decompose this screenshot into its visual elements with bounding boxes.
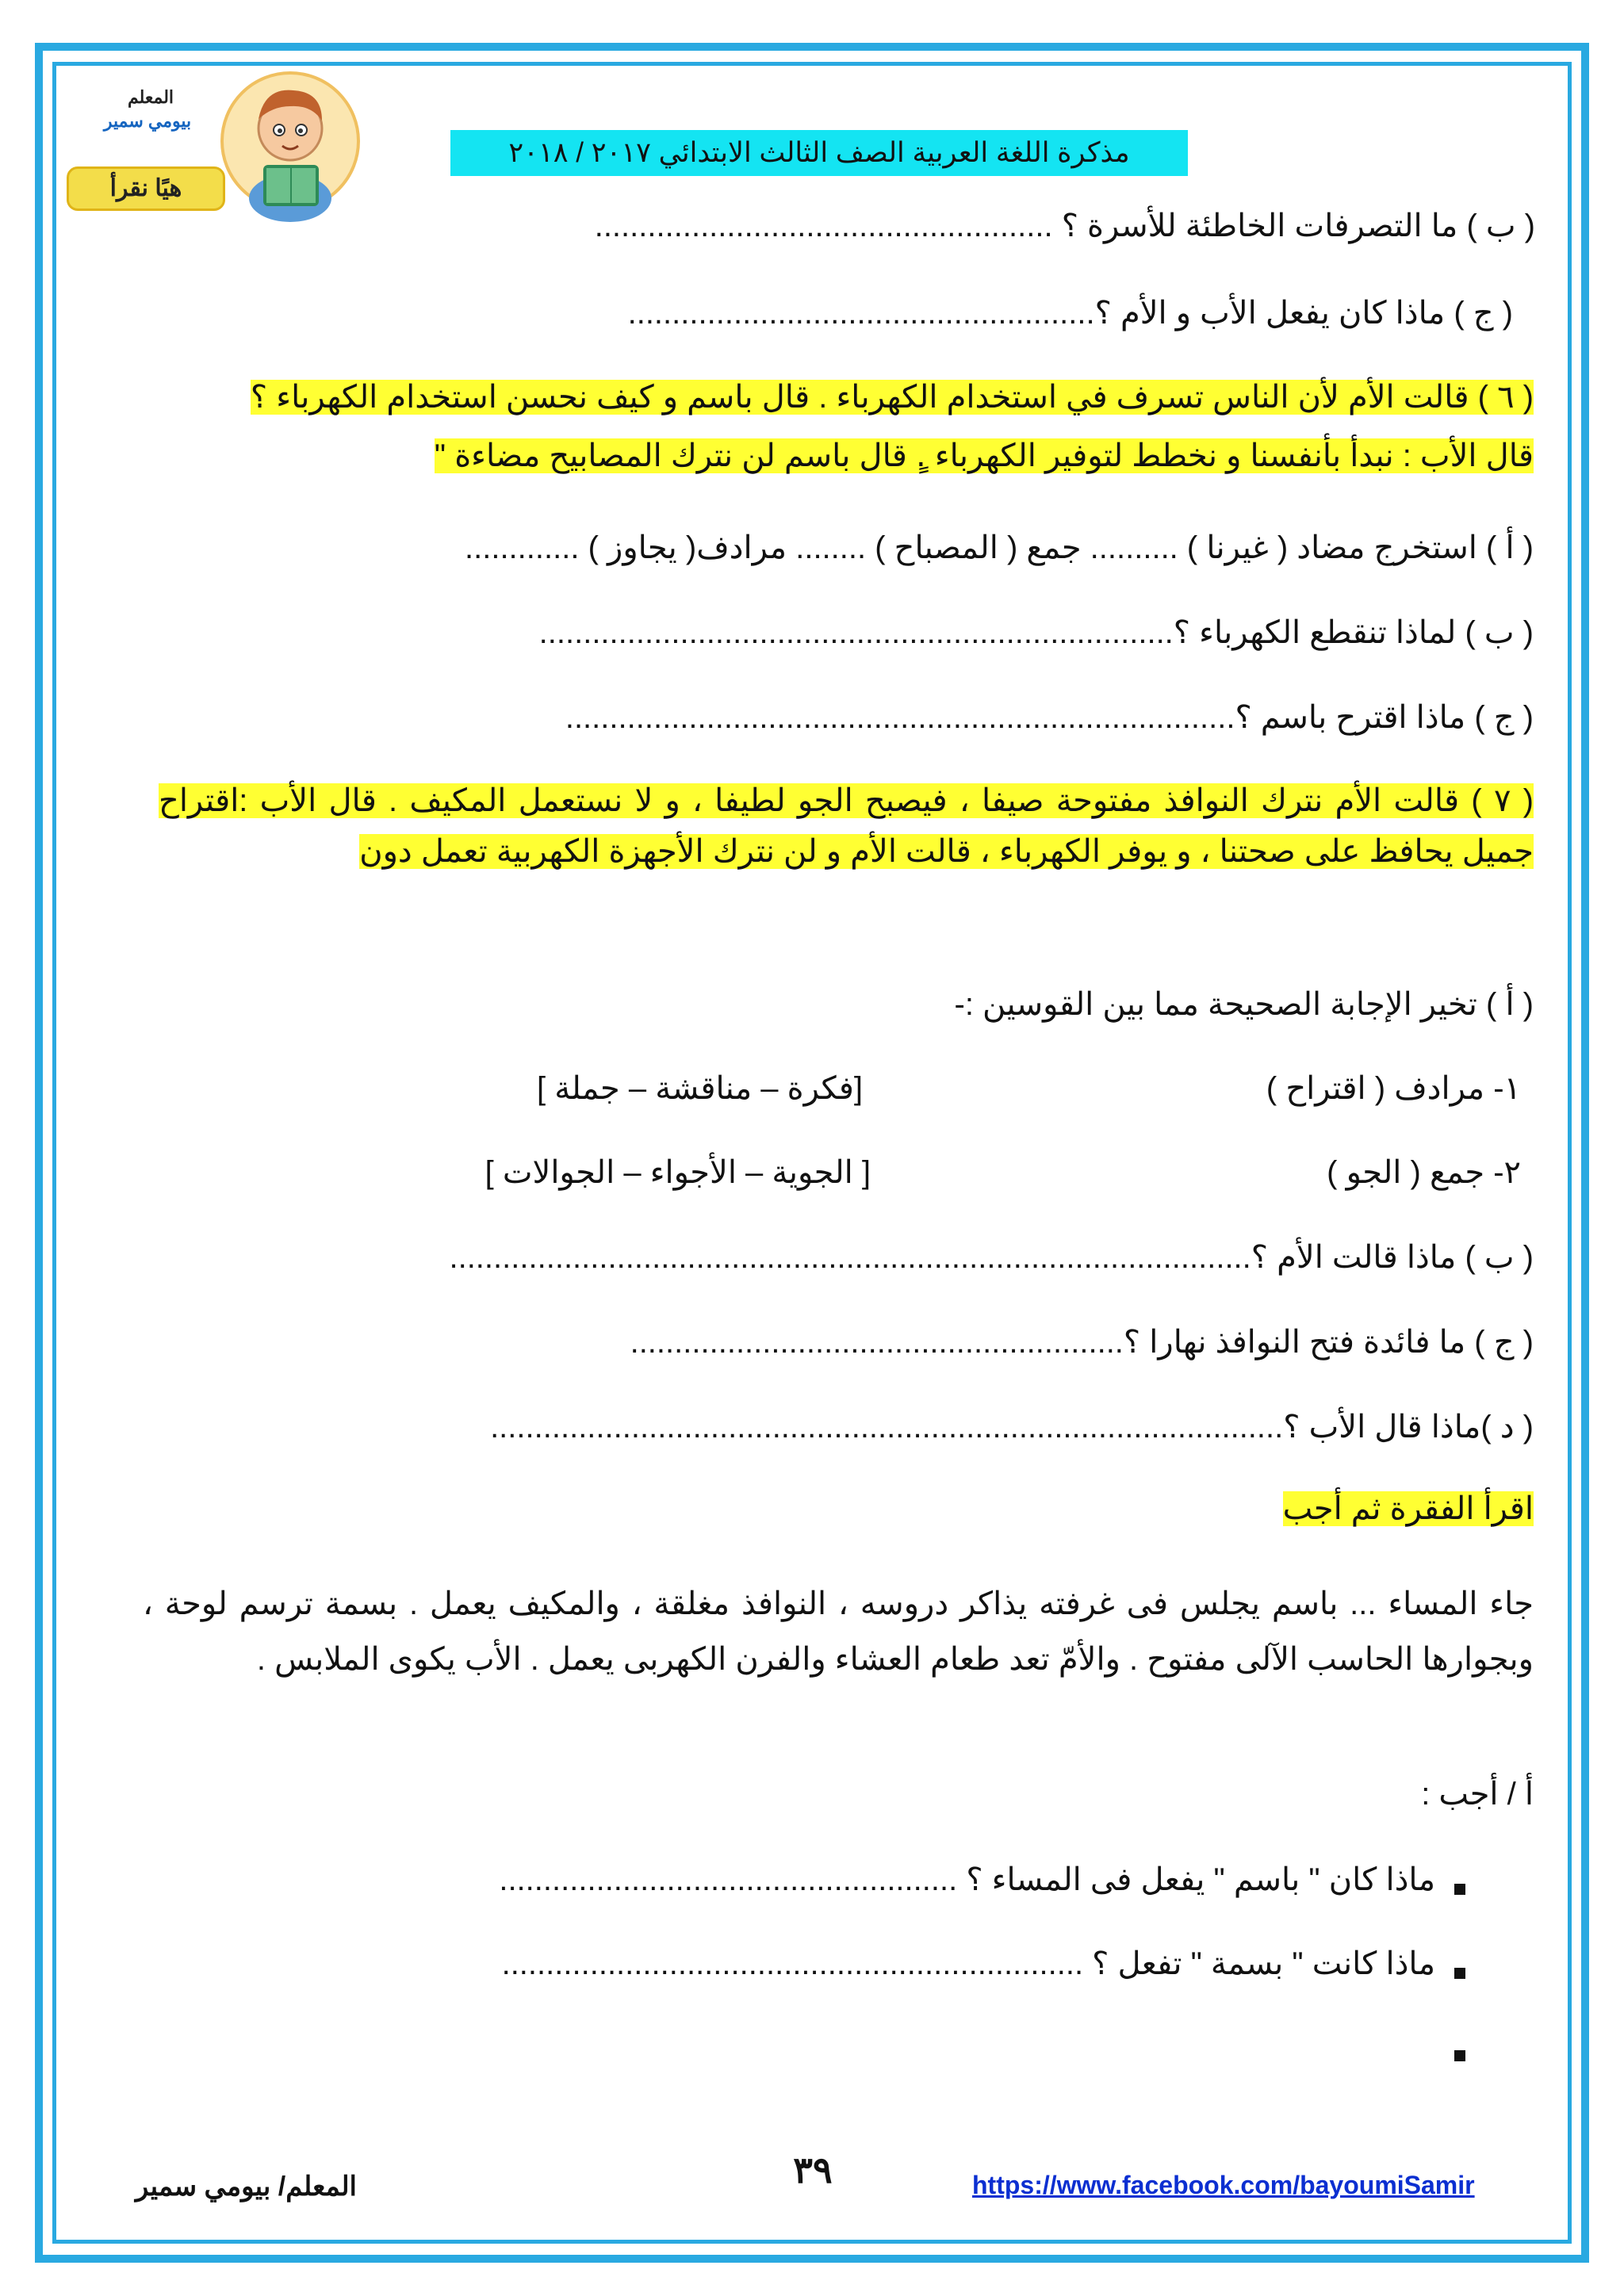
teacher-logo	[67, 63, 364, 222]
q6-line1-highlight: ( ٦ ) قالت الأم لأن الناس تسرف في استخدام الكهرباء . قال باسم و كيف نحسن استخدام الكهرباء ؟	[250, 380, 1534, 415]
q7-a2-word: ٢- جمع ( الجو )	[1327, 1155, 1521, 1190]
logo-teacher-name: بيومي سمير	[103, 111, 192, 131]
answer-label: أ / أجب :	[1421, 1777, 1534, 1812]
bullet-marker	[1454, 1968, 1465, 1979]
q6-part-b: ( ب ) لماذا تنقطع الكهرباء ؟........................................................................	[538, 615, 1534, 650]
read-paragraph: جاء المساء ... باسم يجلس فى غرفته يذاكر دروسه ، النوافذ مغلقة ، والمكيف يعمل . بسمة ترسم لوحة ، وبجوارها الحاسب الآلى مفتوح . والأمّ تعد طعام العشاء والفرن الكهربى يعمل . الأب يكوى الملابس .	[143, 1586, 1534, 1677]
q7-part-d: ( د )ماذا قال الأب ؟..........................................................................................	[490, 1410, 1534, 1445]
q7-part-a-title: ( أ ) تخير الإجابة الصحيحة مما بين القوسين :-	[954, 987, 1534, 1022]
bullet-marker	[1454, 2050, 1465, 2061]
q6-text-line2	[435, 438, 1534, 474]
logo-ribbon: هيًا نقرأ	[67, 166, 225, 211]
q7-part-c: ( ج ) ما فائدة فتح النوافذ نهارا ؟........................................................	[630, 1325, 1534, 1360]
q6-part-c: ( ج ) ماذا اقترح باسم ؟............................................................................	[565, 700, 1534, 735]
q7-text	[159, 775, 1534, 877]
bullet-question-2: ماذا كانت " بسمة " تفعل ؟ ..................................................................	[501, 1946, 1435, 1981]
q7-highlight: ( ٧ ) قالت الأم نترك النوافذ مفتوحة صيفا ، فيصبح الجو لطيفا ، و لا نستعمل المكيف . قال الأب :اقتراح جميل يحافظ على صحتنا ، و يوفر الكهرباء ، قالت الأم و لن نترك الأجهزة الكهربية تعمل دون	[159, 783, 1534, 869]
q7-a1-word: ١- مرادف ( اقتراح )	[1266, 1071, 1521, 1106]
logo-teacher-label: المعلم	[127, 87, 174, 107]
q6-line2-highlight: قال الأب : نبدأ بأنفسنا و نخطط لتوفير الكهرباء .ٍ قال باسم لن نترك المصابيح مضاءة "	[434, 438, 1534, 473]
question-b-top: ( ب ) ما التصرفات الخاطئة للأسرة ؟ ....................................................	[594, 209, 1535, 243]
read-heading	[1283, 1490, 1534, 1527]
footer-teacher: المعلم/ بيومي سمير	[135, 2172, 357, 2202]
read-heading-highlight: اقرأ الفقرة ثم أجب	[1282, 1491, 1534, 1526]
q7-part-b: ( ب ) ماذا قالت الأم ؟...........................................................................................	[449, 1240, 1534, 1275]
bullet-question-1: ماذا كان " باسم " يفعل فى المساء ؟ ....................................................	[499, 1862, 1435, 1897]
page-title: مذكرة اللغة العربية الصف الثالث الابتدائي ٢٠١٧ / ٢٠١٨	[450, 130, 1188, 176]
bullet-marker	[1454, 1884, 1465, 1895]
q6-part-a: ( أ ) استخرج مضاد ( غيرنا ) .......... جمع ( المصباح ) ........ مرادف( يجاوز ) .............	[464, 530, 1534, 565]
q6-text-line1	[251, 379, 1534, 415]
reading-boy-icon	[217, 63, 360, 222]
q7-a1-choices: [فكرة – مناقشة – جملة ]	[537, 1071, 863, 1106]
facebook-link[interactable]: https://www.facebook.com/bayoumiSamir	[972, 2171, 1475, 2199]
page-number: ٣٩	[793, 2149, 833, 2191]
question-j-top: ( ج ) ماذا كان يفعل الأب و الأم ؟.....................................................	[627, 296, 1513, 331]
q7-a2-choices: [ الجوية – الأجواء – الجوالات ]	[485, 1155, 871, 1190]
